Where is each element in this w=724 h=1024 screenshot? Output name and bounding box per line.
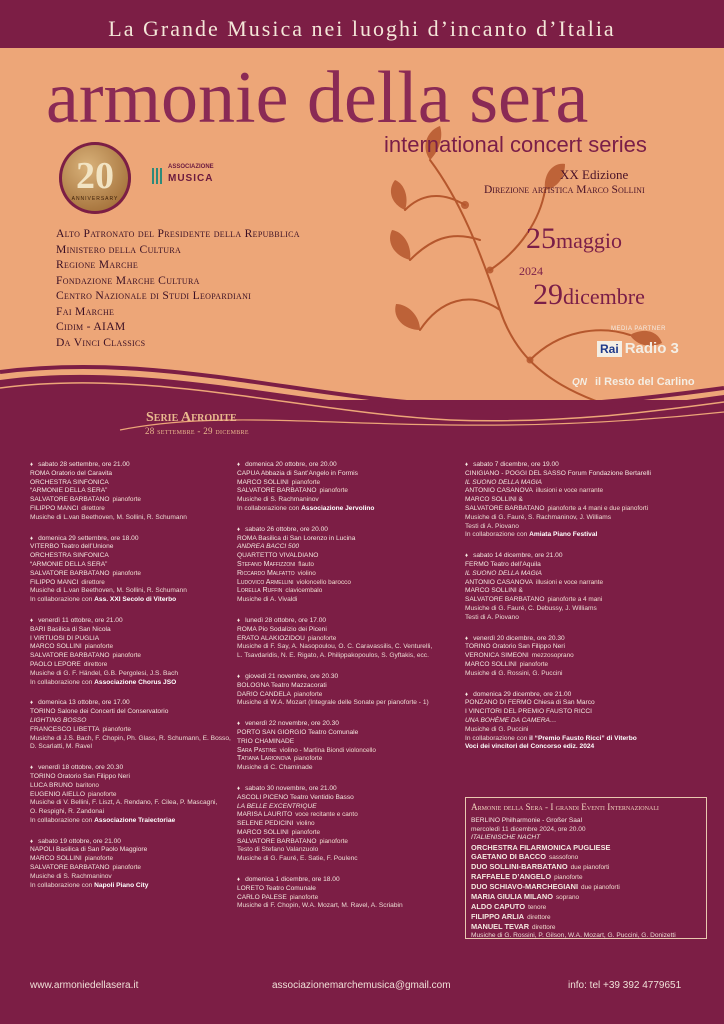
concert-date: ♦ venerdì 22 novembre, ore 20.30 xyxy=(237,720,463,729)
performer-name: I VINCITORI DEL PREMIO FAUSTO RICCI xyxy=(465,708,593,716)
performer-role: pianoforte xyxy=(554,873,583,881)
wave-divider-icon xyxy=(0,350,724,440)
performer-line xyxy=(30,782,236,791)
concert-subtitle: UNA BOHÈME DA CAMERA… xyxy=(465,716,557,724)
concert-date: ♦ sabato 28 settembre, ore 21.00 xyxy=(30,461,236,470)
performer-name: Lorella Ruffin xyxy=(237,587,283,595)
concert-subtitle: IL SUONO DELLA MAGIA xyxy=(465,478,542,486)
performer-role: pianoforte a 4 mani xyxy=(547,596,603,604)
performer-name: TRIO CHAMINADE xyxy=(237,737,295,745)
box-performers xyxy=(471,843,701,932)
performer-line xyxy=(30,579,236,588)
concert-entry xyxy=(30,535,236,605)
rai-logo-box: Rai xyxy=(597,341,622,357)
concert-venue: ROMA Basilica di San Lorenzo in Lucina xyxy=(237,534,356,542)
performer-name: Riccardo Malfatto xyxy=(237,569,295,577)
performer-name: MARCO SOLLINI xyxy=(30,855,82,863)
performer-line xyxy=(237,811,463,820)
website-link[interactable]: www.armoniedellasera.it xyxy=(30,980,139,991)
concert-venue: VITERBO Teatro dell’Unione xyxy=(30,543,114,551)
concert-music: Testi di A. Piovano xyxy=(465,522,519,530)
performer-name: MARIA GIULIA MILANO xyxy=(471,891,553,901)
performer-line xyxy=(465,587,705,596)
collaboration-prefix: In collaborazione con xyxy=(30,678,93,686)
collaboration xyxy=(30,679,236,688)
performer-role: pianoforte xyxy=(293,690,323,698)
performer-line xyxy=(237,755,463,764)
performer-role: due pianoforti xyxy=(570,863,610,871)
performer-line xyxy=(30,635,236,644)
anniversary-badge-icon xyxy=(59,142,131,214)
phone-info: info: tel +39 392 4779651 xyxy=(568,980,682,991)
performer-line xyxy=(465,596,705,605)
performer-name: FILIPPO MANCI xyxy=(30,578,79,586)
performer-name: CARLO PALESE xyxy=(237,893,287,901)
performer-role: pianoforte xyxy=(293,755,323,763)
collaboration-prefix: In collaborazione con xyxy=(465,531,528,539)
performer-line xyxy=(465,708,705,717)
concert-date: ♦ sabato 7 dicembre, ore 19.00 xyxy=(465,461,705,470)
association-logo-top: ASSOCIAZIONE xyxy=(168,164,214,170)
performer-role: violino xyxy=(296,820,315,828)
performer-name: SALVATORE BARBATANO xyxy=(30,496,110,504)
performer-name: SALVATORE BARBATANO xyxy=(30,652,110,660)
performer-name: MARCO SOLLINI & xyxy=(465,587,523,595)
performer-name: QUARTETTO VIVALDIANO xyxy=(237,552,319,560)
international-events-box xyxy=(465,797,707,939)
concert-entry xyxy=(465,552,705,622)
performer-name: EUGENIO AIELLO xyxy=(30,790,85,798)
performer-name: FRANCESCO LIBETTA xyxy=(30,725,100,733)
concert-date: ♦ domenica 13 ottobre, ore 17.00 xyxy=(30,699,236,708)
performer-line xyxy=(237,487,463,496)
performer-role: pianoforte xyxy=(112,864,141,872)
concert-venue: TORINO Oratorio San Filippo Neri xyxy=(30,772,130,780)
concert-entry xyxy=(237,526,463,605)
box-performer-line xyxy=(471,852,701,862)
performer-name: SALVATORE BARBATANO xyxy=(465,504,545,512)
performer-line xyxy=(465,505,705,514)
concert-venue: PORTO SAN GIORGIO Teatro Comunale xyxy=(237,728,359,736)
performer-name: SALVATORE BARBATANO xyxy=(465,596,545,604)
collaboration-partner: Napoli Piano City xyxy=(94,881,149,889)
concert-music: Musiche di F. Chopin, W.A. Mozart, M. Ravel, A. Scriabin xyxy=(237,902,403,910)
performer-name: FILIPPO ARLIA xyxy=(471,911,525,921)
collaboration-extra xyxy=(465,743,705,752)
concert-music: Musiche di W.A. Mozart (Integrale delle Sonate per pianoforte - 1) xyxy=(237,699,429,707)
box-subtitle: ITALIENISCHE NACHT xyxy=(471,834,541,842)
performer-line xyxy=(237,479,463,488)
concert-date: ♦ sabato 30 novembre, ore 21.00 xyxy=(237,785,463,794)
performer-role: direttore xyxy=(81,578,105,586)
concert-music: Musiche di G. Fauré, C. Debussy, J. Williams xyxy=(465,604,597,612)
end-date xyxy=(533,278,645,312)
performer-name: Ludovico Armellini xyxy=(237,578,294,586)
concert-music: Musiche di S. Rachmaninov xyxy=(237,496,319,504)
performer-line xyxy=(237,579,463,588)
concert-music: Musiche di V. Bellini, F. Liszt, A. Rendano, F. Cilea, P. Mascagni, xyxy=(30,799,218,807)
performer-line xyxy=(237,691,463,700)
performer-line xyxy=(465,579,705,588)
performer-name: SALVATORE BARBATANO xyxy=(237,487,317,495)
performer-line xyxy=(237,552,463,561)
collaboration xyxy=(30,596,236,605)
performer-name: RAFFAELE D’ANGELO xyxy=(471,871,552,881)
concert-entry xyxy=(237,785,463,864)
performer-name: SELENE PEDICINI xyxy=(237,820,294,828)
concert-entry xyxy=(237,876,463,911)
performer-line xyxy=(30,652,236,661)
association-mark-icon xyxy=(152,168,164,184)
performer-role: due pianoforti xyxy=(581,883,620,891)
series-dates: 28 settembre - 29 dicembre xyxy=(145,426,249,436)
performer-role: pianoforte xyxy=(84,643,114,651)
box-performer-line xyxy=(471,882,701,892)
performer-name: FILIPPO MANCI xyxy=(30,504,79,512)
performer-name: MARCO SOLLINI xyxy=(237,828,289,836)
performer-name: SALVATORE BARBATANO xyxy=(237,837,317,845)
box-performer-line xyxy=(471,862,701,872)
patron-item: Da Vinci Classics xyxy=(56,335,146,349)
performer-line xyxy=(237,894,463,903)
performer-role: illusioni e voce narrante xyxy=(535,578,604,586)
performer-role: pianoforte xyxy=(319,837,348,845)
performer-name: GAETANO DI BACCO xyxy=(471,851,546,861)
performer-name: PAOLO LEPORE xyxy=(30,660,81,668)
performer-name: DARIO CANDELA xyxy=(237,690,291,698)
performer-role: direttore xyxy=(83,660,108,668)
collaboration-prefix: In collaborazione con xyxy=(237,504,300,512)
concert-date: ♦ venerdì 11 ottobre, ore 21.00 xyxy=(30,617,236,626)
box-music: Musiche di G. Rossini, P. Gilson, W.A. Mozart, G. Puccini, G. Donizetti xyxy=(471,931,676,939)
performer-line xyxy=(237,820,463,829)
performer-role: voce recitante e canto xyxy=(295,811,358,819)
concert-venue: ASCOLI PICENO Teatro Ventidio Basso xyxy=(237,793,354,801)
concert-music: Musiche di L.van Beethoven, M. Sollini, R. Schumann xyxy=(30,587,187,595)
concert-entry xyxy=(30,461,236,523)
box-performer-line xyxy=(471,892,701,902)
performer-role: pianoforte xyxy=(112,652,141,660)
performer-line xyxy=(237,747,463,756)
concert-music: L. Tsavdaridis, N. E. Rigato, A. Philippakopoulos, S. Gyftakis, ecc. xyxy=(237,652,429,660)
concert-music: O. Respighi, R. Zandonai xyxy=(30,808,105,816)
box-performer-line xyxy=(471,902,701,912)
edition-label: XX Edizione xyxy=(560,167,629,182)
performer-name: MARISA LAURITO xyxy=(237,811,293,819)
concert-venue: CINIGIANO - POGGI DEL SASSO Forum Fondazione Bertarelli xyxy=(465,469,651,477)
performer-role: pianoforte xyxy=(307,634,337,642)
performer-name: ANTONIO CASANOVA xyxy=(465,578,533,586)
concert-entry xyxy=(30,699,236,752)
performer-role: soprano xyxy=(555,893,580,901)
box-venue: BERLINO Philharmonie - Großer Saal xyxy=(471,817,583,824)
concert-venue: LORETO Teatro Comunale xyxy=(237,884,316,892)
resto-text: il Resto del Carlino xyxy=(595,376,695,388)
concert-date: ♦ domenica 29 settembre, ore 18.00 xyxy=(30,535,236,544)
start-day: 25 xyxy=(526,222,556,255)
end-day: 29 xyxy=(533,278,563,311)
association-logo xyxy=(152,164,232,186)
collaboration-prefix: In collaborazione con xyxy=(30,816,93,824)
performer-name: “ARMONIE DELLA SERA” xyxy=(30,487,108,495)
concert-music: Musiche di S. Rachmaninov xyxy=(30,872,112,880)
top-band xyxy=(0,0,724,48)
start-month: maggio xyxy=(556,228,622,253)
concerts-column-2 xyxy=(237,461,463,923)
rai-logo-text: Radio 3 xyxy=(624,340,679,357)
patron-item: Ministero della Cultura xyxy=(56,242,182,256)
collaboration xyxy=(465,531,705,540)
concert-entry xyxy=(30,838,236,891)
performer-role: pianoforte xyxy=(84,855,114,863)
collaboration xyxy=(30,817,236,826)
box-performer-line xyxy=(471,843,701,852)
performer-line xyxy=(30,561,236,570)
performer-name: ERATO ALAKIOZIDOU xyxy=(237,634,305,642)
performer-role: mezzosoprano xyxy=(531,652,574,660)
collaboration xyxy=(30,882,236,891)
performer-role: baritono xyxy=(75,781,99,789)
performer-role: pianoforte xyxy=(102,725,131,733)
badge-number: 20 xyxy=(76,155,114,197)
collaboration-prefix: In collaborazione con xyxy=(30,881,93,889)
performer-line xyxy=(30,570,236,579)
performer-role: pianoforte a 4 mani e due pianoforti xyxy=(547,504,649,512)
performer-line xyxy=(30,487,236,496)
patron-item: Regione Marche xyxy=(56,258,139,271)
box-performer-line xyxy=(471,922,701,932)
concert-venue: ROMA Pio Sodalizio dei Piceni xyxy=(237,625,327,633)
performer-name: MARCO SOLLINI xyxy=(30,643,82,651)
performer-line xyxy=(237,738,463,747)
performer-line xyxy=(237,838,463,847)
concert-music: Musiche di C. Chaminade xyxy=(237,764,313,772)
concert-entry xyxy=(465,691,705,753)
concert-date: ♦ venerdì 20 dicembre, ore 20.30 xyxy=(465,635,705,644)
concert-entry xyxy=(465,635,705,679)
collaboration-partner: Ass. XXI Secolo di Viterbo xyxy=(94,596,177,604)
concert-music: Musiche di G. F. Händel, G.B. Pergolesi, J.S. Bach xyxy=(30,669,179,677)
performer-role: pianoforte xyxy=(112,569,141,577)
concerts-column-3 xyxy=(465,461,705,764)
concert-venue: TORINO Salone dei Concerti del Conservatorio xyxy=(30,708,169,716)
performer-role: tenore xyxy=(528,903,547,911)
tagline: La Grande Musica nei luoghi d’incanto d’Italia xyxy=(108,16,616,41)
patron-item: Fai Marche xyxy=(56,304,115,318)
performer-line xyxy=(30,552,236,561)
performer-role: clavicembalo xyxy=(285,587,323,595)
performer-name: ALDO CAPUTO xyxy=(471,901,526,911)
concert-venue: BOLOGNA Teatro Mazzacorati xyxy=(237,681,327,689)
concert-venue: FERMO Teatro dell’Aquila xyxy=(465,560,541,568)
performer-line xyxy=(30,791,236,800)
collaboration xyxy=(237,505,463,514)
concert-subtitle: LA BELLE EXCENTRIQUE xyxy=(237,802,317,810)
performer-name: SALVATORE BARBATANO xyxy=(30,569,110,577)
concert-music: D. Scarlatti, M. Ravel xyxy=(30,743,92,751)
concert-entry xyxy=(30,764,236,826)
performer-line xyxy=(30,864,236,873)
badge-word: ANNIVERSARY xyxy=(71,196,119,202)
performer-line xyxy=(237,587,463,596)
performer-line xyxy=(237,561,463,570)
collaboration xyxy=(465,735,705,744)
concert-entry xyxy=(237,461,463,514)
concerts-column-1 xyxy=(30,461,236,902)
performer-line xyxy=(465,496,705,505)
concert-music: Musiche di G. Fauré, S. Rachmaninov, J. Williams xyxy=(465,513,612,521)
concert-date: ♦ lunedì 28 ottobre, ore 17.00 xyxy=(237,617,463,626)
performer-line xyxy=(237,570,463,579)
performer-line xyxy=(30,855,236,864)
end-month: dicembre xyxy=(563,284,645,309)
concert-venue: BARI Basilica di San Nicola xyxy=(30,625,111,633)
concert-music: Musiche di G. Rossini, G. Puccini xyxy=(465,669,563,677)
performer-name: Tatiana Larionova xyxy=(237,755,291,763)
concert-music: Musiche di A. Vivaldi xyxy=(237,596,298,604)
concert-date: ♦ sabato 14 dicembre, ore 21.00 xyxy=(465,552,705,561)
performer-line xyxy=(30,479,236,488)
email-link[interactable]: associazionemarchemusica@gmail.com xyxy=(272,980,451,991)
performer-role: flauto xyxy=(298,560,314,568)
performer-name: ORCHESTRA SINFONICA xyxy=(30,478,109,486)
concert-date: ♦ domenica 1 dicembre, ore 18.00 xyxy=(237,876,463,885)
performer-line xyxy=(465,487,705,496)
performer-name: ORCHESTRA SINFONICA xyxy=(30,552,109,560)
concert-entry xyxy=(237,673,463,708)
patrons-list xyxy=(56,226,300,350)
concert-venue: TORINO Oratorio San Filippo Neri xyxy=(465,643,565,651)
concert-date: ♦ domenica 29 dicembre, ore 21.00 xyxy=(465,691,705,700)
performer-role: pianoforte xyxy=(112,496,141,504)
performer-line xyxy=(237,829,463,838)
collaboration-partner: Associazione Jervolino xyxy=(301,504,375,512)
performer-role: violoncello barocco xyxy=(296,578,351,586)
series-title: Serie Afrodite xyxy=(146,410,237,425)
performer-role: direttore xyxy=(527,913,551,921)
performer-line xyxy=(30,505,236,514)
performer-role: illusioni e voce narrante xyxy=(535,487,604,495)
association-logo-bottom: MUSICA xyxy=(168,173,214,184)
performer-role: violino - Martina Biondi violoncello xyxy=(279,746,376,754)
performer-name: MARCO SOLLINI xyxy=(465,660,517,668)
box-date: mercoledì 11 dicembre 2024, ore 20.00 xyxy=(471,825,586,833)
performer-name: LUCA BRUNO xyxy=(30,781,73,789)
performer-name: MARCO SOLLINI xyxy=(237,478,289,486)
collaboration-partner: Associazione Chorus JSO xyxy=(94,678,177,686)
performer-name: I VIRTUOSI DI PUGLIA xyxy=(30,634,100,642)
concert-music: Testi di A. Piovano xyxy=(465,613,519,621)
patron-item: Alto Patronato del Presidente della Repubblica xyxy=(56,227,300,240)
performer-line xyxy=(30,726,236,735)
performer-line xyxy=(30,496,236,505)
concert-date: ♦ sabato 26 ottobre, ore 20.00 xyxy=(237,526,463,535)
concert-music: Musiche di J.S. Bach, F. Chopin, Ph. Glass, R. Schumann, E. Bosso, xyxy=(30,734,231,742)
concert-subtitle: IL SUONO DELLA MAGIA xyxy=(465,569,542,577)
concert-date: ♦ giovedì 21 novembre, ore 20.30 xyxy=(237,673,463,682)
concert-venue: NAPOLI Basilica di San Paolo Maggiore xyxy=(30,846,148,854)
concert-entry xyxy=(237,617,463,661)
concert-venue: CAPUA Abbazia di Sant’Angelo in Formis xyxy=(237,469,358,477)
performer-name: DUO SOLLINI-BARBATANO xyxy=(471,861,568,871)
performer-line xyxy=(465,652,705,661)
performer-line xyxy=(465,661,705,670)
performer-line xyxy=(30,643,236,652)
performer-role: sassofono xyxy=(549,853,579,861)
performer-role: pianoforte xyxy=(291,478,321,486)
concert-entry xyxy=(237,720,463,773)
concert-date: ♦ domenica 20 ottobre, ore 20.00 xyxy=(237,461,463,470)
box-title: Armonie della Sera - I grandi Eventi Internazionali xyxy=(471,802,659,812)
performer-name: Sara Pastine xyxy=(237,746,277,754)
start-date xyxy=(526,222,622,256)
concert-music: Testo di Stefano Valanzuolo xyxy=(237,846,319,854)
concert-date: ♦ sabato 19 ottobre, ore 21.00 xyxy=(30,838,236,847)
media-partner-label: MEDIA PARTNER xyxy=(611,326,666,332)
performer-name: MARCO SOLLINI & xyxy=(465,496,523,504)
collaboration-partner: il “Premio Fausto Ricci” di Viterbo xyxy=(529,734,637,742)
concert-music: Musiche di G. Puccini xyxy=(465,725,529,733)
performer-name: “ARMONIE DELLA SERA” xyxy=(30,560,108,568)
concert-music: Musiche di L.van Beethoven, M. Sollini, R. Schumann xyxy=(30,513,187,521)
concert-music: Musiche di G. Fauré, E. Satie, F. Poulenc xyxy=(237,855,358,863)
box-performer-line xyxy=(471,912,701,922)
collaboration-prefix: In collaborazione con xyxy=(30,596,93,604)
concert-subtitle: LIGHTING BOSSO xyxy=(30,716,87,724)
performer-name: ORCHESTRA FILARMONICA PUGLIESE xyxy=(471,842,611,852)
performer-role: direttore xyxy=(532,923,556,931)
subtitle: international concert series xyxy=(384,132,647,157)
performer-line xyxy=(237,635,463,644)
concert-venue: PONZANO DI FERMO Chiesa di San Marco xyxy=(465,699,595,707)
concert-entry xyxy=(465,461,705,540)
performer-name: ANTONIO CASANOVA xyxy=(465,487,533,495)
patron-item: Cidim - AIAM xyxy=(56,320,126,333)
performer-name: Stefano Maffizzoni xyxy=(237,560,296,568)
concert-date: ♦ venerdì 18 ottobre, ore 20.30 xyxy=(30,764,236,773)
performer-role: violino xyxy=(297,569,316,577)
main-title: armonie della sera xyxy=(46,57,589,139)
footer xyxy=(0,980,724,1000)
concert-entry xyxy=(30,617,236,687)
performer-role: pianoforte xyxy=(519,660,549,668)
performer-name: VERONICA SIMEONI xyxy=(465,652,529,660)
collaboration-extra-text: Voci dei vincitori del Concorso ediz. 2024 xyxy=(465,743,595,751)
box-performer-line xyxy=(471,872,701,882)
collaboration-prefix: In collaborazione con xyxy=(465,734,528,742)
performer-role: pianoforte xyxy=(289,893,319,901)
artistic-direction: Direzione artistica Marco Sollini xyxy=(484,184,645,196)
performer-role: direttore xyxy=(81,504,105,512)
year: 2024 xyxy=(519,264,543,278)
performer-role: pianoforte xyxy=(291,828,321,836)
performer-role: pianoforte xyxy=(319,487,348,495)
patron-item: Centro Nazionale di Studi Leopardiani xyxy=(56,289,252,302)
collaboration-partner: Amiata Piano Festival xyxy=(529,531,598,539)
performer-line xyxy=(30,661,236,670)
concert-music: Musiche di F. Say, A. Nasopoulou, O. C. Caravassilis, C. Venturelli, xyxy=(237,643,433,651)
concert-venue: ROMA Oratorio del Caravita xyxy=(30,469,113,477)
qn-mark: QN xyxy=(572,377,587,388)
performer-role: pianoforte xyxy=(87,790,117,798)
patron-item: Fondazione Marche Cultura xyxy=(56,273,200,287)
collaboration-partner: Associazione Traiectoriae xyxy=(94,816,176,824)
performer-name: MANUEL TEVAR xyxy=(471,921,530,931)
concert-subtitle: ANDREA BACCI 500 xyxy=(237,543,300,551)
performer-name: SALVATORE BARBATANO xyxy=(30,864,110,872)
performer-name: DUO SCHIAVO-MARCHEGIANI xyxy=(471,881,579,891)
